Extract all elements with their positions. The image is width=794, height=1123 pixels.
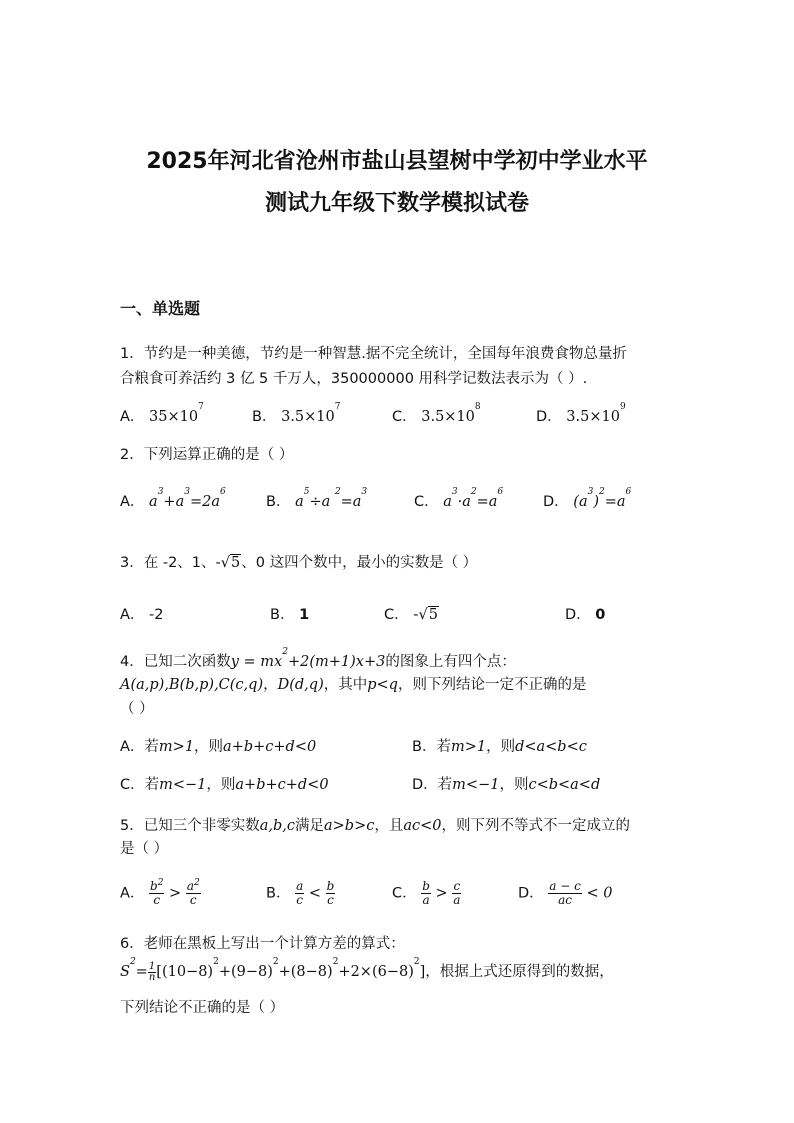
q4-stem-line3: （ ）	[120, 701, 154, 717]
q3-option-b[interactable]: B． 1	[270, 607, 310, 623]
q3-option-a[interactable]: A． -2	[120, 607, 164, 623]
q1-option-c[interactable]: C． $3.5\times 10^8$	[392, 402, 481, 425]
q4-option-d[interactable]: D．若m<−1，则c<b<a<d	[412, 777, 601, 793]
q3-stem: 3．在 -2、1、-√5、0 这四个数中，最小的实数是（ ）	[120, 555, 478, 571]
page-title-line2: 测试九年级下数学模拟试卷	[264, 191, 529, 216]
q2-option-d[interactable]: D． $(a^3)^2=a^6$	[543, 487, 632, 510]
q5-stem-line1: 5．已知三个非零实数a,b,c满足a>b>c，且ac<0，则下列不等式不一定成立的	[120, 818, 631, 834]
q6-stem-line1: 6．老师在黑板上写出一个计算方差的算式：	[120, 936, 405, 952]
q5-option-c[interactable]: C． $\frac{b}{a}$ > $\frac{c}{a}$	[392, 879, 461, 907]
q1-stem-line2: 合粮食可养活约 3 亿 5 千万人，350000000 用科学记数法表示为（ ）.	[120, 371, 588, 387]
q6-stem-line2: $S^2=$ $\frac{1}{n}$ $[(10-8)^2+(9-8)^2+(8-8)^2+2\times(6-8)^2]$，根据上式还原得到的数据，	[120, 957, 614, 983]
q1-option-b[interactable]: B． $3.5\times 10^7$	[252, 402, 341, 425]
q5-option-d[interactable]: D． $\frac{a - c}{ac}$ < 0	[518, 879, 613, 907]
q2-option-c[interactable]: C． $a^3\cdot a^2=a^6$	[414, 487, 504, 510]
q4-option-b[interactable]: B．若m>1，则d<a<b<c	[412, 739, 587, 755]
q4-stem-line2: A(a,p),B(b,p),C(c,q)，D(d,q)，其中p<q，则下列结论一定不正确的是	[120, 677, 587, 693]
q3-option-d[interactable]: D． 0	[565, 607, 606, 623]
sqrt-symbol: √5	[220, 555, 241, 571]
q4-option-c[interactable]: C．若m<−1，则a+b+c+d<0	[120, 777, 329, 793]
q5-stem-line2: 是（ ）	[120, 841, 169, 857]
page-title-line1: 2025年河北省沧州市盐山县望树中学初中学业水平	[146, 149, 648, 174]
section-heading: 一、单选题	[120, 299, 201, 318]
q4-stem-line1: 4．已知二次函数$y = mx^2+2(m+1)x+3$的图象上有四个点：	[120, 647, 516, 670]
q1-option-d[interactable]: D． $3.5\times 10^9$	[536, 402, 626, 425]
q2-option-a[interactable]: A． $a^3+a^3=2a^6$	[120, 487, 226, 510]
q2-option-b[interactable]: B． $a^5\div a$ $^2=a^3$	[266, 487, 368, 510]
q5-option-a[interactable]: A． $\frac{b^2}{c}$ > $\frac{a^2}{c}$	[120, 878, 200, 907]
q6-stem-line3: 下列结论不正确的是（ ）	[120, 1000, 285, 1016]
q2-stem: 2．下列运算正确的是（ ）	[120, 447, 294, 463]
sqrt-symbol: √5	[418, 607, 438, 623]
q4-option-a[interactable]: A．若m>1，则a+b+c+d<0	[120, 739, 317, 755]
q1-option-a[interactable]: A． $35\times 10^7$	[120, 402, 204, 425]
q3-option-c[interactable]: C． -√5	[384, 607, 438, 623]
q1-stem-line1: 1．节约是一种美德，节约是一种智慧.据不完全统计，全国每年浪费食物总量折	[120, 346, 627, 362]
q5-option-b[interactable]: B． $\frac{a}{c}$ < $\frac{b}{c}$	[266, 879, 335, 907]
